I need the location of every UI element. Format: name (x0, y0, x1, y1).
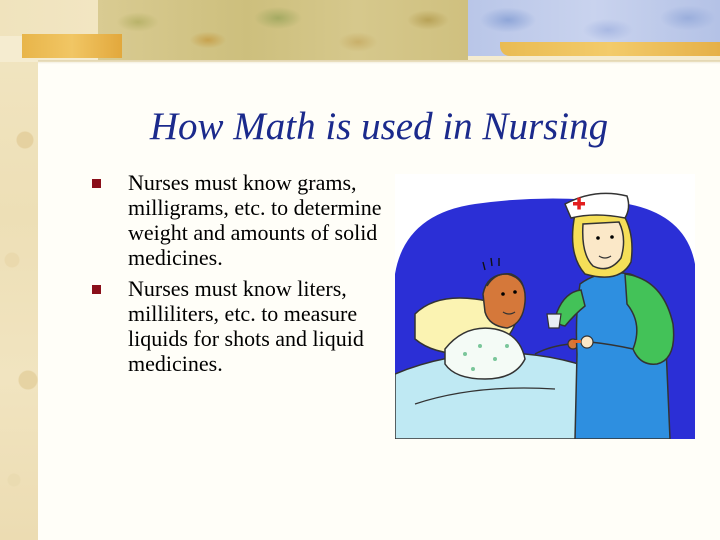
banner-shadow (38, 60, 720, 64)
bullet-item (92, 276, 382, 376)
bullet-list (92, 170, 382, 382)
square-bullet-icon (92, 179, 101, 188)
bullet-text: Nurses must know grams, milligrams, etc. to determine weight and amounts of solid medicines. (128, 170, 382, 270)
slide-title: How Math is used in Nursing (149, 105, 609, 148)
banner-leaves (98, 0, 468, 60)
banner-gold-band-right (500, 42, 720, 56)
banner-gold-band-left (22, 34, 122, 58)
nurse-and-patient-clipart (395, 174, 695, 439)
square-bullet-icon (92, 285, 101, 294)
top-decorative-banner (0, 0, 720, 62)
bullet-text: Nurses must know liters, milliliters, etc. to measure liquids for shots and liquid medicines. (128, 276, 364, 376)
left-decorative-strip (0, 0, 38, 540)
bullet-item (92, 170, 382, 270)
clipart-svg (395, 174, 695, 439)
